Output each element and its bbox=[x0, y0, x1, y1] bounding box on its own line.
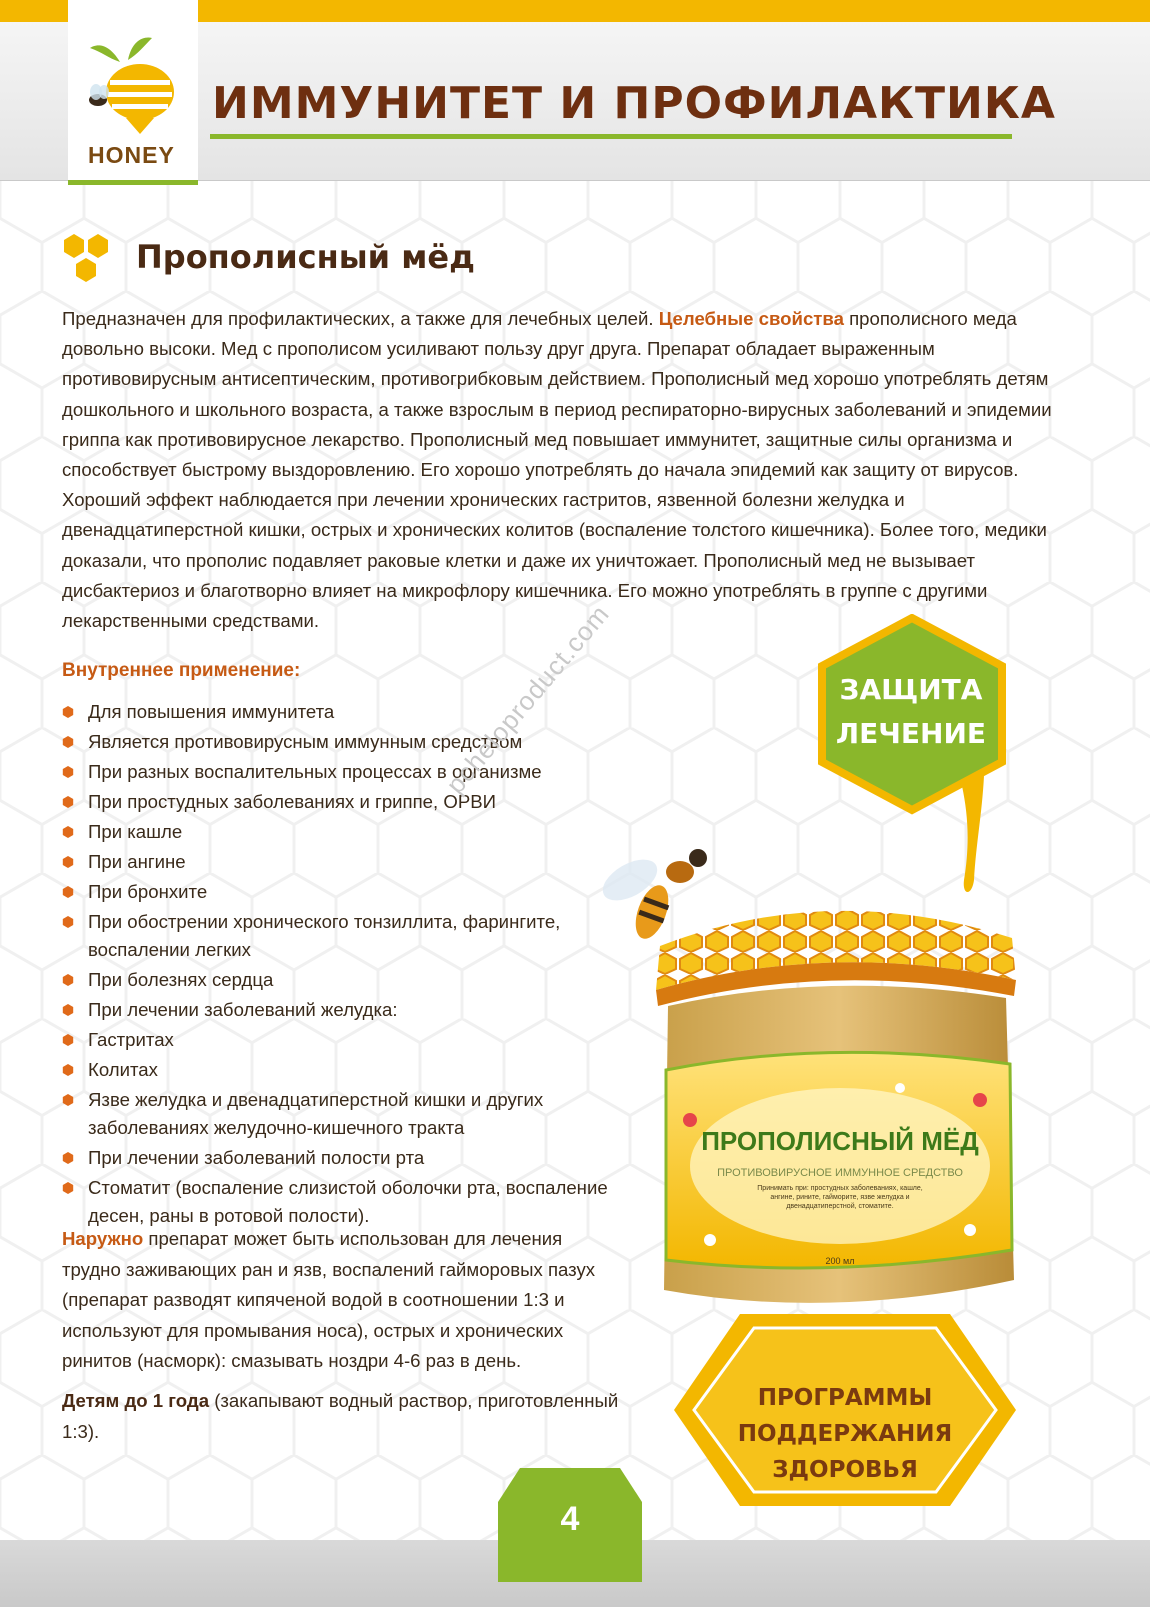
list-item-text: При лечении заболеваний желудка: bbox=[88, 999, 398, 1020]
badge-line: ПОДДЕРЖАНИЯ bbox=[737, 1421, 953, 1447]
health-program-badge-text bbox=[700, 1380, 990, 1488]
external-use-text: препарат может быть использован для лечения трудно заживающих ран и язв, воспалений гайморовых пазух (препарат разводят кипяченой водой в соотношении 1:3 и используют для промывания носа), острых и хронических ринитов (насморк): смазывать ноздри 4-6 раз в день. bbox=[62, 1228, 596, 1371]
hexagon-bullet-icon bbox=[62, 736, 74, 748]
page-title: ИММУНИТЕТ И ПРОФИЛАКТИКА bbox=[212, 78, 1056, 129]
list-item-text: При бронхите bbox=[88, 881, 208, 902]
list-item-text: При простудных заболеваниях и гриппе, ОРВИ bbox=[88, 791, 496, 812]
list-item bbox=[62, 1174, 632, 1230]
logo-text: HONEY bbox=[88, 142, 175, 168]
badge-line: ЛЕЧЕНИЕ bbox=[835, 717, 987, 750]
bee-icon bbox=[600, 849, 707, 943]
protection-badge-text bbox=[812, 668, 1010, 756]
bee-hive-logo-icon bbox=[68, 22, 198, 162]
list-item bbox=[62, 728, 632, 756]
list-item bbox=[62, 878, 632, 906]
list-item bbox=[62, 698, 632, 726]
list-item-text: Стоматит (воспаление слизистой оболочки рта, воспаление десен, раны в ротовой полости). bbox=[88, 1177, 608, 1226]
list-item-text: Колитах bbox=[88, 1059, 158, 1080]
internal-use-list bbox=[62, 698, 632, 1232]
badge-line: ЗДОРОВЬЯ bbox=[772, 1457, 918, 1483]
list-item-text: Гастритах bbox=[88, 1029, 174, 1050]
hexagon-bullet-icon bbox=[62, 916, 74, 928]
list-item bbox=[62, 818, 632, 846]
honeycomb-cluster-icon bbox=[60, 232, 116, 288]
children-lead: Детям до 1 года bbox=[62, 1390, 210, 1411]
children-text: (закапывают водный раствор, приготовленный 1:3). bbox=[62, 1390, 619, 1442]
intro-text-start: Предназначен для профилактических, а также для лечебных целей. bbox=[62, 308, 659, 329]
list-item bbox=[62, 1144, 632, 1172]
intro-paragraph bbox=[62, 304, 1062, 636]
list-item bbox=[62, 1086, 632, 1142]
external-use-paragraph bbox=[62, 1224, 622, 1377]
watermark: pcheloproduct.com bbox=[440, 598, 616, 800]
jar-label-volume: 200 мл bbox=[825, 1256, 855, 1266]
list-item bbox=[62, 758, 632, 786]
page-number: 4 bbox=[560, 1500, 580, 1538]
hexagon-bullet-icon bbox=[62, 1034, 74, 1046]
hexagon-bullet-icon bbox=[62, 1004, 74, 1016]
hexagon-bullet-icon bbox=[62, 1152, 74, 1164]
hexagon-bullet-icon bbox=[62, 1182, 74, 1194]
intro-highlight: Целебные свойства bbox=[658, 308, 844, 329]
hexagon-bullet-icon bbox=[62, 796, 74, 808]
list-item-text: При болезнях сердца bbox=[88, 969, 274, 990]
hexagon-bullet-icon bbox=[62, 706, 74, 718]
list-item-text: При разных воспалительных процессах в организме bbox=[88, 761, 542, 782]
children-paragraph bbox=[62, 1386, 622, 1447]
list-item-text: При обострении хронического тонзиллита, фарингите, воспалении легких bbox=[88, 911, 561, 960]
badge-line: ЗАЩИТА bbox=[839, 673, 983, 706]
list-item bbox=[62, 966, 632, 994]
list-item-text: Язве желудка и двенадцатиперстной кишки и других заболеваниях желудочно-кишечного тракта bbox=[88, 1089, 544, 1138]
hexagon-bullet-icon bbox=[62, 766, 74, 778]
list-item bbox=[62, 1026, 632, 1054]
hexagon-bullet-icon bbox=[62, 1094, 74, 1106]
list-item-text: При кашле bbox=[88, 821, 183, 842]
list-item-text: При ангине bbox=[88, 851, 186, 872]
list-item bbox=[62, 1056, 632, 1084]
section-title: Прополисный мёд bbox=[136, 238, 475, 276]
external-use-lead: Наружно bbox=[62, 1228, 144, 1249]
hexagon-bullet-icon bbox=[62, 856, 74, 868]
jar-label-subtitle: ПРОТИВОВИРУСНОЕ ИММУННОЕ СРЕДСТВО bbox=[717, 1167, 963, 1179]
hexagon-bullet-icon bbox=[62, 1064, 74, 1076]
brand-logo bbox=[68, 0, 198, 185]
list-item-text: При лечении заболеваний полости рта bbox=[88, 1147, 425, 1168]
honey-jar-image bbox=[600, 820, 1060, 1330]
title-underline bbox=[210, 134, 1012, 139]
list-item bbox=[62, 996, 632, 1024]
jar-label-description: Принимать при: простудных заболеваниях, кашле, ангине, рините, гайморите, язве желудка и двенадцатиперстной, стоматите. bbox=[757, 1185, 923, 1210]
list-item-text: Является противовирусным иммунным средством bbox=[88, 731, 523, 752]
list-item bbox=[62, 848, 632, 876]
hexagon-bullet-icon bbox=[62, 974, 74, 986]
list-item-text: Для повышения иммунитета bbox=[88, 701, 335, 722]
jar-label-title: ПРОПОЛИСНЫЙ МЁД bbox=[701, 1126, 979, 1156]
hexagon-bullet-icon bbox=[62, 886, 74, 898]
intro-text-end: прополисного меда довольно высоки. Мед с прополисом усиливают пользу друг друга. Препарат обладает выраженным противовирусным антисептическим, противогрибковым действием. Прополисный мед хорошо употреблять детям дошкольного и школьного возраста, а также взрослым в период респираторно-вирусных заболеваний и эпидемии гриппа как противовирусное лекарство. Прополисный мед повышает иммунитет, защитные силы организма и способствует быстрому выздоровлению. Его хорошо употреблять до начала эпидемий как защиту от вирусов. Хороший эффект наблюдается при лечении хронических гастритов, язвенной болезни желудка и двенадцатиперстной кишки, острых и хронических колитов (воспаление толстого кишечника). Более того, медики доказали, что прополис подавляет раковые клетки и даже их уничтожает. Прополисный мед не вызывает дисбактериоз и благотворно влияет на микрофлору кишечника. Его можно употреблять в группе с другими лекарственными средствами. bbox=[62, 308, 1052, 632]
list-item bbox=[62, 788, 632, 816]
internal-use-heading: Внутреннее применение: bbox=[62, 660, 301, 681]
hexagon-bullet-icon bbox=[62, 826, 74, 838]
list-item bbox=[62, 908, 632, 964]
badge-line: ПРОГРАММЫ bbox=[757, 1385, 933, 1411]
